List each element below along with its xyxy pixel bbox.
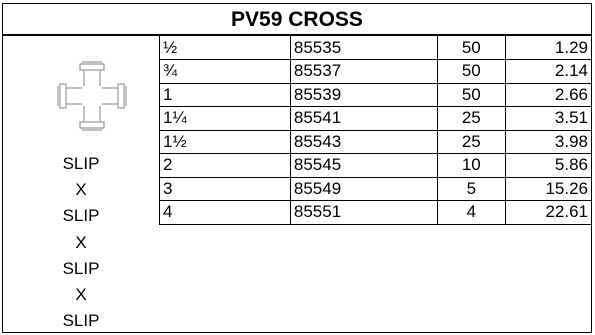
description-line: SLIP	[62, 206, 100, 226]
description-line: X	[75, 232, 87, 252]
price-cell: 2.14	[505, 60, 591, 84]
part-number-cell: 85537	[290, 60, 437, 84]
quantity-cell: 5	[437, 177, 505, 201]
description-line: SLIP	[62, 258, 100, 278]
part-number-cell: 85545	[290, 154, 437, 178]
product-title: PV59 CROSS	[3, 4, 591, 36]
quantity-cell: 25	[437, 107, 505, 131]
part-number-cell: 85551	[290, 201, 437, 225]
table-row	[160, 83, 592, 107]
quantity-cell: 50	[437, 60, 505, 84]
description-line: SLIP	[62, 154, 100, 173]
part-number-cell: 85543	[290, 130, 437, 154]
price-cell: 22.61	[505, 201, 591, 225]
price-cell: 2.66	[505, 83, 591, 107]
quantity-cell: 10	[437, 154, 505, 178]
description-line: X	[75, 180, 87, 200]
price-cell: 15.26	[505, 177, 591, 201]
size-cell: 4	[160, 201, 291, 225]
quantity-cell: 50	[437, 83, 505, 107]
description-line: SLIP	[62, 311, 100, 331]
size-cell: ¾	[160, 60, 291, 84]
table-row	[160, 130, 592, 154]
quantity-cell: 4	[437, 201, 505, 225]
table-row	[160, 154, 592, 178]
size-cell: 3	[160, 177, 291, 201]
table-row	[160, 107, 592, 131]
quantity-cell: 50	[437, 36, 505, 60]
table-row	[160, 201, 592, 225]
part-number-cell: 85541	[290, 107, 437, 131]
size-cell: ½	[160, 36, 291, 60]
size-cell: 2	[160, 154, 291, 178]
product-sheet	[2, 3, 592, 333]
description-line: X	[75, 284, 87, 304]
part-number-cell: 85539	[290, 83, 437, 107]
price-cell: 3.98	[505, 130, 591, 154]
part-number-cell: 85535	[290, 36, 437, 60]
price-cell: 3.51	[505, 107, 591, 131]
part-number-cell: 85549	[290, 177, 437, 201]
table-row	[160, 177, 592, 201]
size-cell: 1	[160, 83, 291, 107]
price-cell: 5.86	[505, 154, 591, 178]
product-info-column	[3, 36, 159, 332]
pipe-cross-fitting-icon	[56, 60, 128, 132]
price-cell: 1.29	[505, 36, 591, 60]
quantity-cell: 25	[437, 130, 505, 154]
fitting-description	[3, 151, 159, 334]
table-row	[160, 36, 592, 60]
size-cell: 1½	[160, 130, 291, 154]
size-cell: 1¼	[160, 107, 291, 131]
table-row	[160, 60, 592, 84]
price-table	[159, 36, 591, 225]
